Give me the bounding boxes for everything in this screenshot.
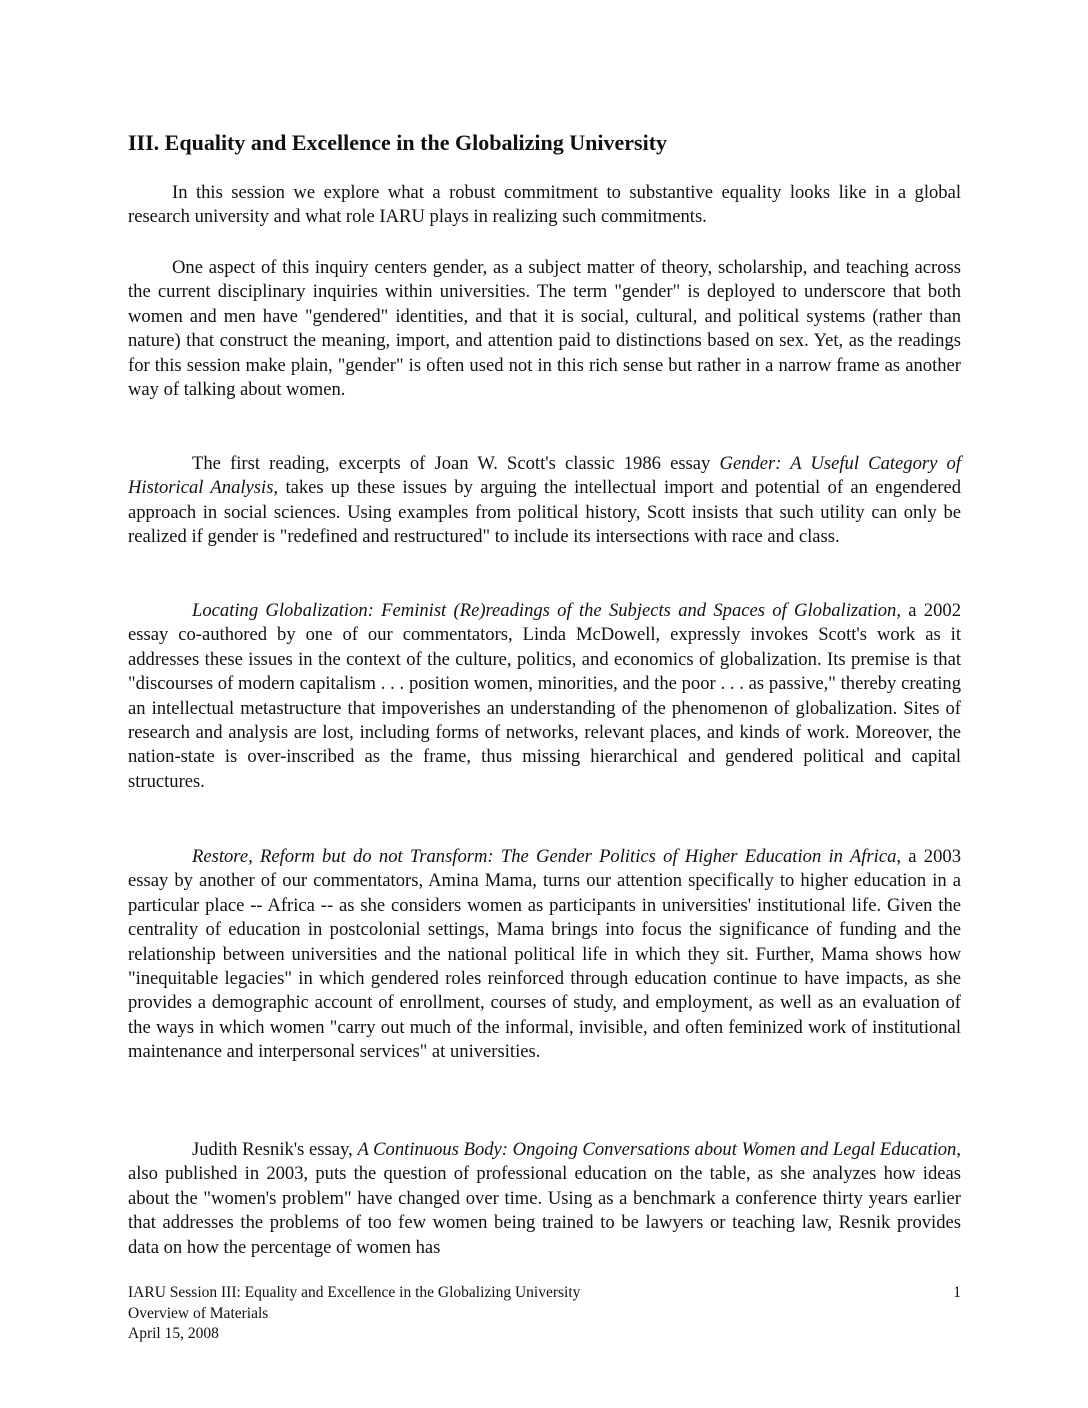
scott-paragraph [128,452,961,550]
mcdowell-essay-title: Locating Globalization: Feminist (Re)readings of the Subjects and Spaces of Globalization [192,600,897,621]
scott-text-post: takes up these issues by arguing the intellectual import and potential of an engendered approach in social sciences. Using examples from political history, Scott insists that such utility can only be realized if gender is "redefined and restructured" to include its intersections with race and class. [128,477,961,548]
gender-paragraph [128,256,961,402]
section-heading: III. Equality and Excellence in the Globalizing University [128,130,668,155]
footer-date: April 15, 2008 [128,1325,219,1342]
intro-paragraph [128,181,961,230]
gender-text: One aspect of this inquiry centers gender, as a subject matter of theory, scholarship, and teaching across the current disciplinary inquiries within universities. The term "gender" is deployed to underscore that both women and men have "gendered" identities, and that it is social, cultural, and political systems (rather than nature) that construct the meaning, import, and attention paid to distinctions based on sex. Yet, as the readings for this session make plain, "gender" is often used not in this rich sense but rather in a narrow frame as another way of talking about women. [128,257,961,401]
footer-session-title: IARU Session III: Equality and Excellence in the Globalizing University [128,1284,581,1301]
scott-essay-title: Gender: A Useful Category of Historical Analysis, [128,453,961,499]
resnik-text-post: , also published in 2003, puts the question of professional education on the table, as she analyzes how ideas about the "women's problem" have changed over time. Using as a benchmark a conference thirty years earlier that addresses the problems of too few women being trained to be lawyers or teaching law, Resnik provides data on how the percentage of women has [128,1139,961,1258]
intro-text: In this session we explore what a robust commitment to substantive equality looks like in a global research university and what role IARU plays in realizing such commitments. [128,182,961,228]
mcdowell-paragraph [128,599,961,794]
mama-paragraph [128,845,961,1065]
mama-essay-title: Restore, Reform but do not Transform: The Gender Politics of Higher Education in Africa [192,846,897,867]
mama-text-post: , a 2003 essay by another of our commentators, Amina Mama, turns our attention specifically to higher education in a particular place -- Africa -- as she considers women as participants in universities' institutional life. Given the centrality of education in postcolonial settings, Mama brings into focus the significance of funding and the relationship between universities and the national political life in which they sit. Further, Mama shows how "inequitable legacies" in which gendered roles reinforced through education continue to have impacts, as she provides a demographic account of enrollment, courses of study, and employment, as well as an evaluation of the ways in which women "carry out much of the informal, invisible, and often feminized work of institutional maintenance and interpersonal services" at universities. [128,846,961,1063]
resnik-text-pre: Judith Resnik's essay, [192,1139,358,1160]
mcdowell-text-post: , a 2002 essay co-authored by one of our commentators, Linda McDowell, expressly invokes Scott's work as it addresses these issues in the context of the culture, politics, and economics of globalization. Its premise is that "discourses of modern capitalism . . . position women, minorities, and the poor . . . as passive," thereby creating an intellectual metastructure that impoverishes an understanding of the phenomenon of globalization. Sites of research and analysis are lost, including forms of networks, relevant places, and kinds of work. Moreover, the nation-state is over-inscribed as the frame, thus missing hierarchical and gendered political and capital structures. [128,600,961,792]
page-footer [128,1283,961,1345]
resnik-essay-title: A Continuous Body: Ongoing Conversations about Women and Legal Education [357,1139,957,1160]
resnik-paragraph [128,1138,961,1260]
footer-subtitle: Overview of Materials [128,1304,269,1322]
scott-text-pre: The first reading, excerpts of Joan W. Scott's classic 1986 essay [192,453,720,474]
page-number: 1 [953,1284,961,1301]
